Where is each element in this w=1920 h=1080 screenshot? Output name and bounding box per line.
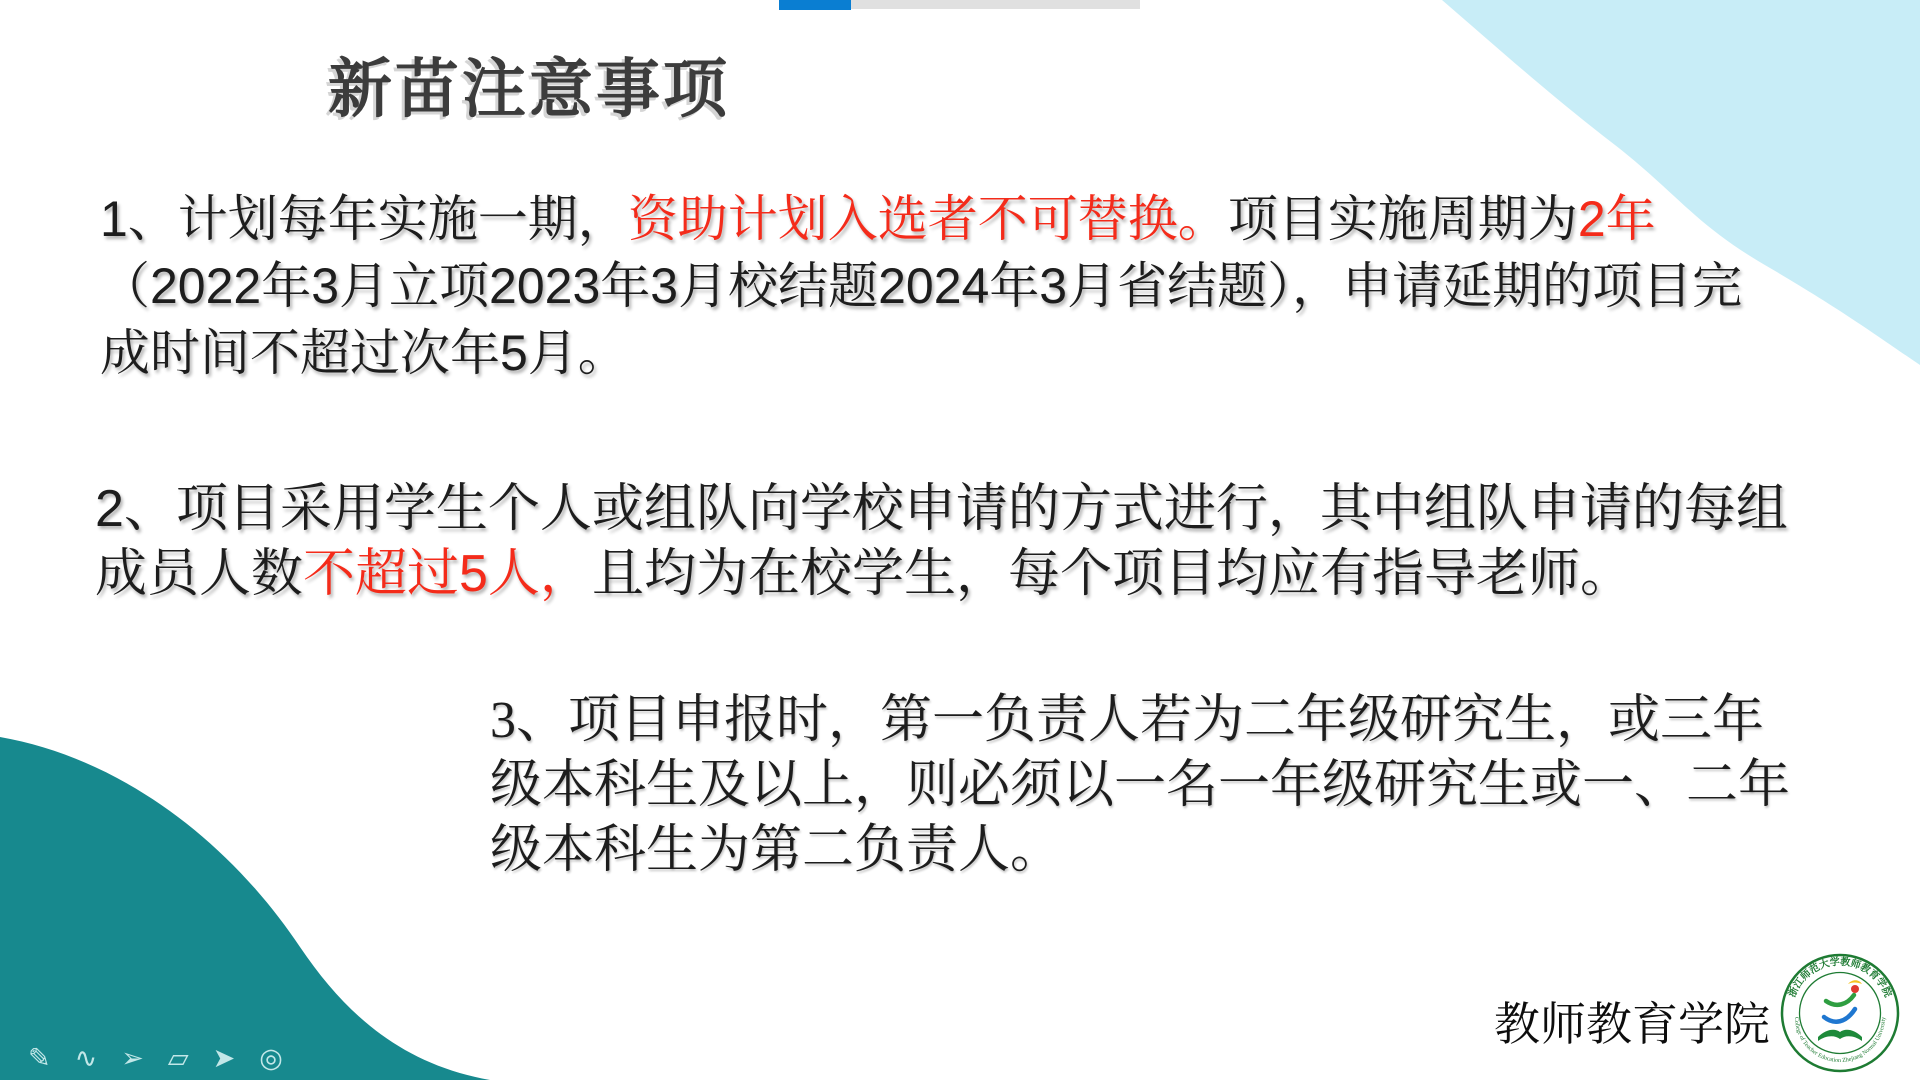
pen-icon[interactable]: ✎ xyxy=(28,1043,51,1073)
text-run: 成员人数 xyxy=(95,545,304,603)
top-accent-bar-gray xyxy=(851,0,1140,9)
logo-arc-text-en: College of Teacher Education Zhejiang Normal University xyxy=(1792,1016,1888,1065)
slide-title: 新苗注意事项 xyxy=(328,53,730,127)
text-run: 资助计划入选者不可替换。 xyxy=(627,191,1228,247)
annotation-toolbar xyxy=(28,1042,283,1074)
paragraph-3 xyxy=(490,688,1790,883)
college-logo xyxy=(1780,953,1900,1073)
text-run: 1、计划每年实施一期， xyxy=(100,191,628,247)
text-run: 级本科生及以上，则必须以一名一年级研究生或一、二年 xyxy=(490,757,1791,814)
eraser-icon[interactable]: ▱ xyxy=(167,1043,189,1073)
shape-icon[interactable]: ➢ xyxy=(121,1043,144,1073)
text-run: 项目实施周期为 xyxy=(1227,191,1578,247)
paragraph-1 xyxy=(100,186,1742,387)
text-run: 且均为在校学生，每个项目均应有指导老师。 xyxy=(591,545,1632,603)
text-run: 2、项目采用学生个人或组队向学校申请的方式进行， xyxy=(95,480,1320,538)
decor-blob-bottom-left xyxy=(0,715,500,1080)
text-run: 3、项目申报时，第一负责人若为二年级研究生，或三年 xyxy=(490,692,1765,749)
curve-icon[interactable]: ∿ xyxy=(74,1043,98,1073)
logo-arc-text-cn: 浙江师范大学教师教育学院 xyxy=(1786,956,1894,1000)
paragraph-2 xyxy=(95,477,1788,607)
text-run: 不超过5人， xyxy=(303,545,592,603)
text-run: 2年 xyxy=(1577,191,1656,247)
top-accent-bar-blue xyxy=(779,0,851,10)
text-run: 成时间不超过次年5月。 xyxy=(100,325,628,381)
text-run: （2022年3月立项2023年3月校结题2024年3月省结题），申请延期的项目完 xyxy=(100,258,1743,314)
text-run: 级本科生为第二负责人。 xyxy=(490,822,1063,879)
cursor-icon[interactable]: ➤ xyxy=(212,1043,236,1073)
text-run: 其中组队申请的每组 xyxy=(1319,481,1788,538)
laser-pointer-icon[interactable]: ◎ xyxy=(259,1043,283,1073)
org-name: 教师教育学院 xyxy=(1494,998,1770,1050)
